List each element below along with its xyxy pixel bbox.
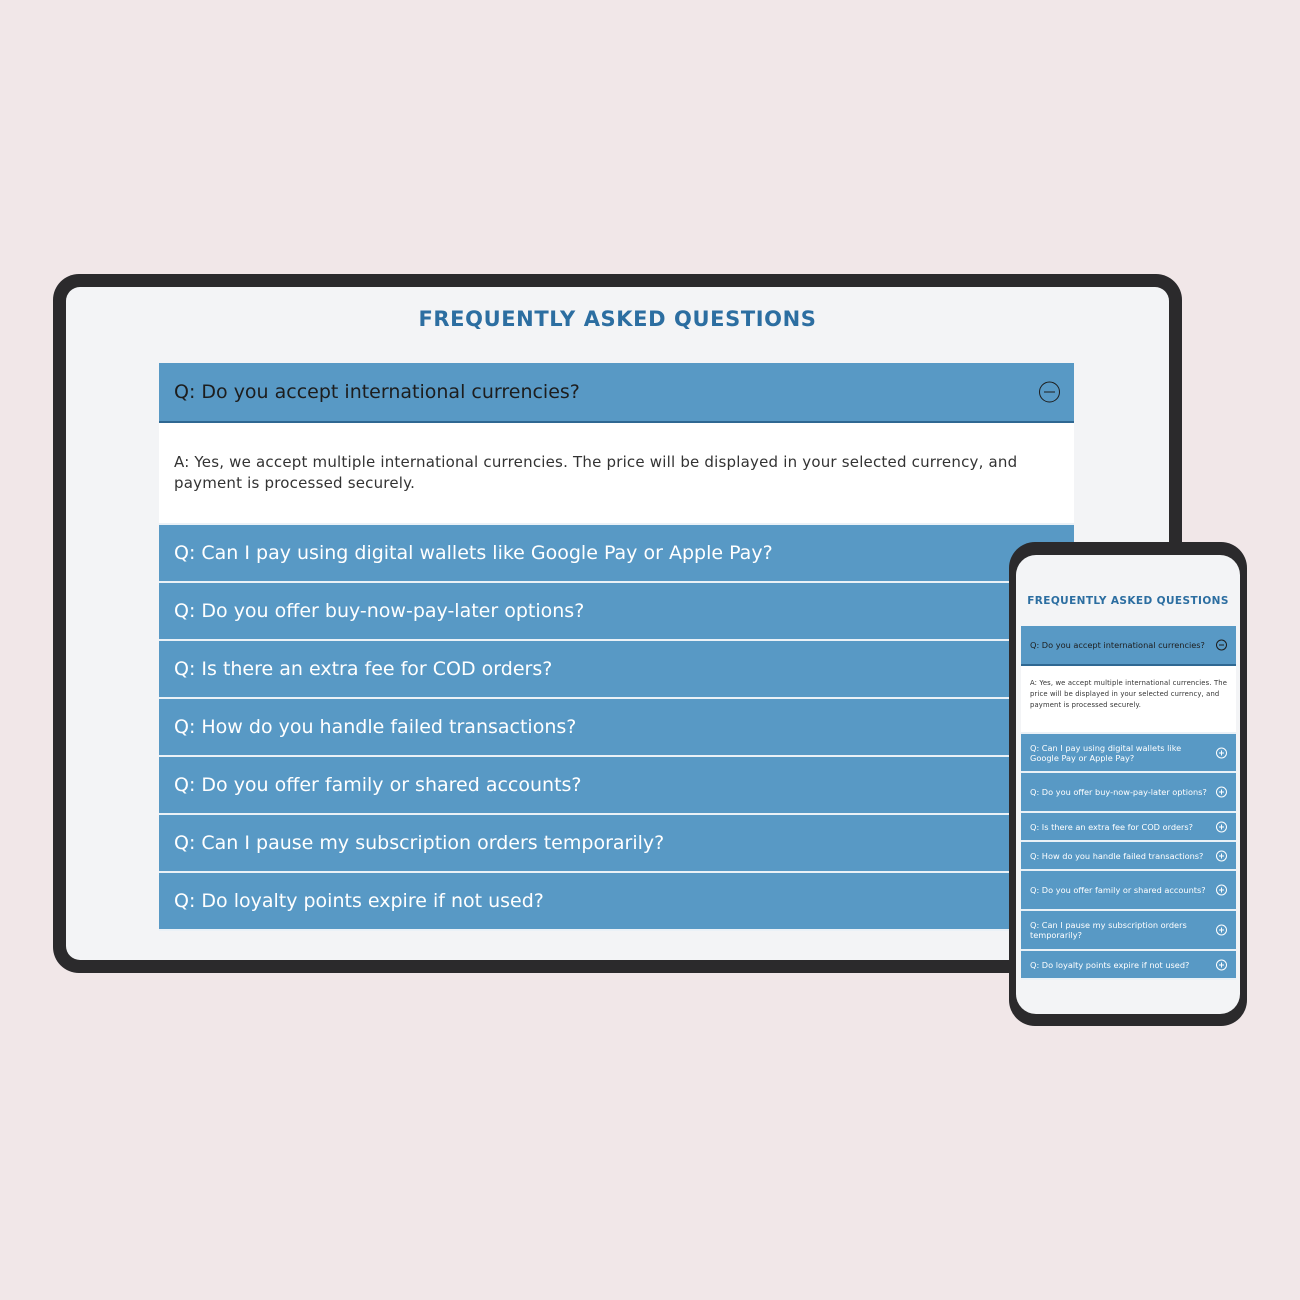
faq-accordion bbox=[159, 363, 1074, 931]
faq-question[interactable] bbox=[1021, 773, 1236, 813]
faq-question-label: Q: Do you accept international currencies? bbox=[1030, 640, 1205, 650]
faq-accordion bbox=[1021, 626, 1236, 980]
faq-question-label: Q: Can I pay using digital wallets like Google Pay or Apple Pay? bbox=[174, 542, 773, 564]
phone-device bbox=[1009, 542, 1247, 1026]
plus-circle-icon[interactable] bbox=[1216, 925, 1227, 936]
faq-question-label: Q: Do loyalty points expire if not used? bbox=[174, 890, 544, 912]
faq-question[interactable] bbox=[159, 757, 1074, 815]
faq-question[interactable] bbox=[159, 699, 1074, 757]
faq-question[interactable] bbox=[1021, 734, 1236, 773]
faq-question-label: Q: How do you handle failed transactions? bbox=[1030, 850, 1204, 861]
faq-question[interactable] bbox=[1021, 813, 1236, 842]
faq-question-label: Q: Is there an extra fee for COD orders? bbox=[1030, 821, 1194, 832]
plus-circle-icon[interactable] bbox=[1216, 959, 1227, 970]
minus-circle-icon[interactable] bbox=[1216, 640, 1227, 651]
faq-question[interactable] bbox=[1021, 951, 1236, 980]
faq-answer: A: Yes, we accept multiple international currencies. The price will be displayed in your selected currency, and payment is processed securely. bbox=[159, 423, 1074, 525]
faq-question[interactable] bbox=[1021, 842, 1236, 871]
phone-screen bbox=[1016, 555, 1240, 1014]
faq-question-label: Q: Do you accept international currencies? bbox=[174, 381, 580, 403]
plus-circle-icon[interactable] bbox=[1216, 850, 1227, 861]
faq-question-label: Q: Can I pay using digital wallets like Google Pay or Apple Pay? bbox=[1030, 742, 1182, 763]
plus-circle-icon[interactable] bbox=[1216, 787, 1227, 798]
plus-circle-icon[interactable] bbox=[1216, 821, 1227, 832]
faq-question[interactable] bbox=[159, 873, 1074, 931]
faq-question-label: Q: Do loyalty points expire if not used? bbox=[1030, 959, 1190, 970]
faq-question-open[interactable] bbox=[1021, 626, 1236, 666]
plus-circle-icon[interactable] bbox=[1216, 747, 1227, 758]
faq-answer: A: Yes, we accept multiple international currencies. The price will be displayed in your selected currency, and payment is processed securely. bbox=[1021, 666, 1236, 734]
faq-question[interactable] bbox=[1021, 871, 1236, 911]
faq-question-label: Q: Do you offer buy-now-pay-later options? bbox=[1030, 787, 1207, 797]
faq-title: FREQUENTLY ASKED QUESTIONS bbox=[1027, 595, 1229, 607]
faq-question[interactable] bbox=[159, 815, 1074, 873]
faq-question[interactable] bbox=[159, 641, 1074, 699]
tablet-screen bbox=[66, 287, 1169, 960]
plus-circle-icon[interactable] bbox=[1216, 885, 1227, 896]
faq-question-label: Q: Can I pause my subscription orders temporarily? bbox=[174, 832, 665, 854]
faq-question-label: Q: Do you offer buy-now-pay-later options? bbox=[174, 600, 585, 622]
faq-question[interactable] bbox=[159, 525, 1074, 583]
faq-question-label: Q: Do you offer family or shared accounts? bbox=[174, 774, 582, 796]
faq-question[interactable] bbox=[159, 583, 1074, 641]
faq-question-label: Q: Is there an extra fee for COD orders? bbox=[174, 658, 553, 680]
faq-question-open[interactable] bbox=[159, 363, 1074, 423]
faq-question[interactable] bbox=[1021, 911, 1236, 951]
faq-question-label: Q: How do you handle failed transactions? bbox=[174, 716, 577, 738]
minus-circle-icon[interactable] bbox=[1039, 382, 1060, 403]
faq-title: FREQUENTLY ASKED QUESTIONS bbox=[418, 307, 817, 331]
faq-question-label: Q: Can I pause my subscription orders temporarily? bbox=[1030, 920, 1187, 940]
faq-question-label: Q: Do you offer family or shared accounts? bbox=[1030, 885, 1206, 895]
